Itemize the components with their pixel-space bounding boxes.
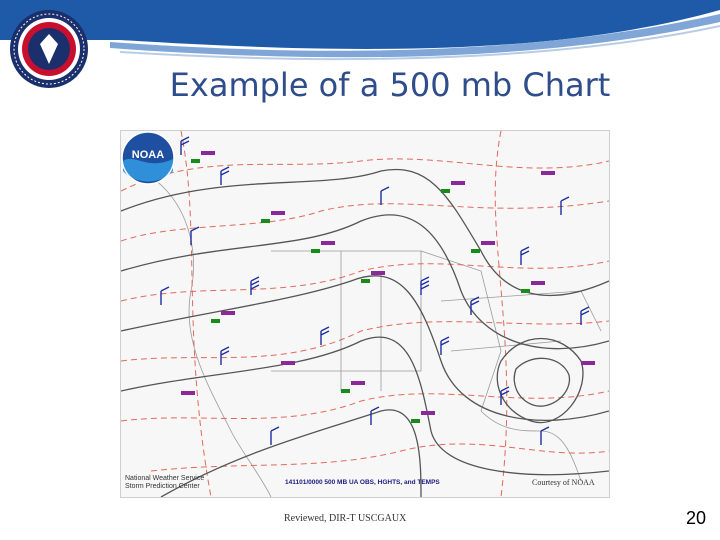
courtesy-credit: Courtesy of NOAA bbox=[532, 478, 595, 487]
chart-map bbox=[121, 131, 609, 497]
agency-text bbox=[125, 475, 204, 491]
footer-text: Reviewed, DIR-T USCGAUX bbox=[284, 513, 407, 524]
agency-line-2: Storm Prediction Center bbox=[125, 483, 200, 490]
noaa-logo bbox=[121, 131, 175, 185]
station-height-marks bbox=[181, 151, 595, 415]
weather-chart-500mb bbox=[120, 130, 610, 498]
chart-caption: 141101/0000 500 MB UA OBS, HGHTS, and TEMPS bbox=[285, 479, 440, 486]
height-contours bbox=[121, 169, 609, 497]
slide-title: Example of a 500 mb Chart bbox=[169, 66, 611, 104]
noaa-logo-text: NOAA bbox=[131, 149, 165, 161]
temperature-isotherms bbox=[121, 131, 609, 497]
page-number: 20 bbox=[686, 508, 707, 528]
uscg-auxiliary-seal bbox=[8, 8, 90, 90]
agency-line-1: National Weather Service bbox=[125, 475, 205, 482]
map-outlines bbox=[141, 171, 601, 497]
